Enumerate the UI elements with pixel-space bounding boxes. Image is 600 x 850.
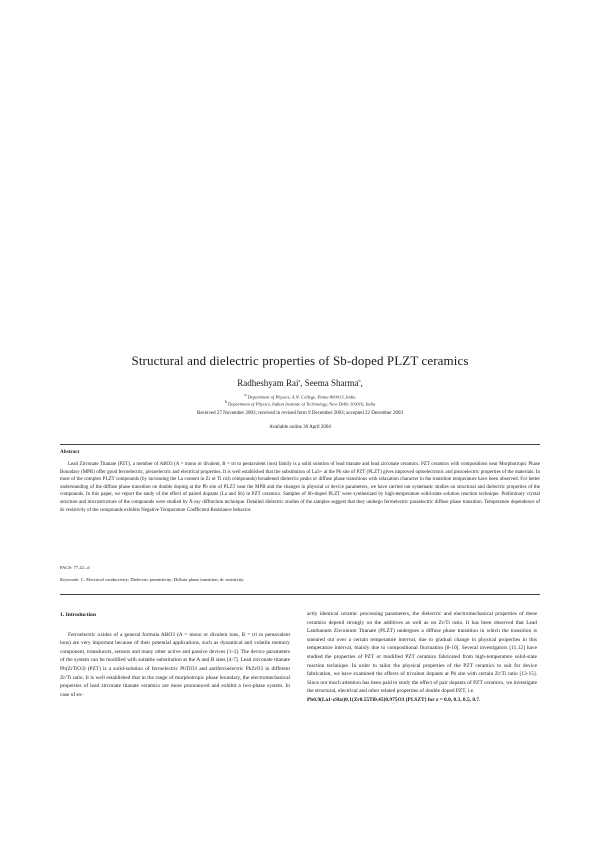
section-heading: 1. Introduction: [60, 612, 96, 618]
left-column: [60, 611, 290, 699]
received-dates: Received 27 November 2003; received in revised form 9 December 2003; accepted 22 December 2003: [196, 411, 404, 416]
affiliation-text: Department of Physics, A.N. College, Patna 800013, India: [247, 394, 356, 400]
online-date: Available online 30 April 2004: [269, 425, 331, 430]
author-affil-mark: a: [298, 378, 301, 383]
keywords-label: Keywords:: [60, 577, 80, 582]
affiliation-mark: a: [244, 392, 247, 397]
affiliation-b: [40, 399, 560, 408]
keywords-text: C. Electrical conductivity; Dielectric permittivity; Diffuse phase transition; dc resistivity: [80, 577, 244, 582]
composition-formula: Pb0.9(La1-zSbz)0.1(Zr0.55Ti0.45)0.975O3 (PLSZT) for z = 0.0, 0.3, 0.5, 0.7.: [307, 696, 481, 703]
affiliation-text: Department of Physics, Indian Institute of Technology, New Delhi 110016, India: [227, 401, 376, 407]
author-line: [40, 378, 560, 388]
author-affil-mark: b: [358, 378, 361, 383]
intro-paragraph-right: actly identical ceramic processing parameters, the dielectric and electromechanical properties of these ceramics depend strongly on the additives as well as on Zr/Ti ratio. It has been observed that Lead Lanthanum Zirconium Titanate (PLZT) undergoes a diffuse phase transition in which the transition is smeared out over a certain temperature interval, due to gradual change in physical properties in this temperature interval, mainly due to compositional fluctuation [8-10]. Several investigators [11,12] have studied the properties of PZT or modified PZT ceramics fabricated from high-temperature solid-state reaction technique. In order to tailor the physical properties of the PZT ceramics to suit for device fabrication, we have examined the effects of trivalent dopants at Pb site with certain Zr/Ti ratio [13-15]. Since not much attention has been paid to study the effect of pair dopants of PZT ceramics, we investigate the structural, electrical and other related properties of double doped PZT, i.e.: [307, 611, 537, 695]
pacs-line: PACS: 77.22.–d: [60, 565, 90, 570]
paper-title: Structural and dielectric properties of Sb-doped PLZT ceramics: [131, 353, 469, 368]
abstract-text: Lead Zirconate Titanate (PZT), a member of ABO3 (A = mono or divalent, B = tri to pentavalent ions) family is a solid solution of lead titanate and lead zirconate ceramics. PZT ceramics with compositions near Morphotropic Phase Boundary (MPB) offer good ferroelectric, piezoelectric and electrical properties. It is well established that the substitution of La3+ at the Pb site of PZT (PLZT) gives improved optoelectronic and piezoelectric properties of the materials. In most of the complex PLZT compounds (by increasing the La content in Zr or Ti rich compounds) broadened dielectric peaks or diffuse phase transitions with relaxation character in the transition temperature have been observed. For better understanding of the diffuse phase transition on double doping at the Pb site of PLZT near the MPB and the changes in physical or device parameters, we have carried out systematic studies on structural and dielectric properties of the compounds. In this paper, we report the study of the effect of paired dopants (La and Sb) in PZT ceramics. Samples of Sb-doped PLZT were synthesized by high-temperature solid-state solution reaction technique. Preliminary crystal structure and microstructure of the compounds were studied by X-ray diffraction technique. Detailed dielectric studies of the samples suggest that they undergo ferroelectric paraelectric diffuse phase transition. Temperature dependence of dc resistivity of the compounds exhibits Negative Temperature Coefficient Resistance behavior.: [60, 462, 540, 513]
author-name: Radheshyam Rai: [237, 378, 299, 388]
abstract-top-rule: [60, 444, 540, 445]
abstract-bottom-rule: [60, 594, 540, 595]
author-separator: ,: [300, 378, 305, 388]
author-name: Seema Sharma: [304, 378, 359, 388]
author-trailing: ,: [360, 378, 363, 388]
keywords-line: [60, 577, 244, 582]
intro-paragraph-left: Ferroelectric oxides of a general formula ABO3 (A = mono or divalent ions, B = tri to pentavalent ions) are very important because of their potential applications, such as dynamical and volatile memory component, transducers, sensors and many other active and passive devices [1-3]. The device parameters of the system can be modified with suitable substitution at the A and B sites [4-7]. Lead zirconate titanate Pb(ZrTiO3) (PZT) is a solid-solution of ferroelectric PbTiO3 and antiferroelectric PbZrO3 in different Zr/Ti ratio. It is well established that in the range of morphotropic phase boundary, the electromechanical properties of lead zirconate titanate ceramics are more pronounced and exhibit a two-phase system. In case of ex-: [60, 631, 290, 698]
affiliation-mark: b: [224, 399, 227, 404]
right-column: [307, 610, 537, 705]
abstract-heading: Abstract: [60, 449, 80, 455]
